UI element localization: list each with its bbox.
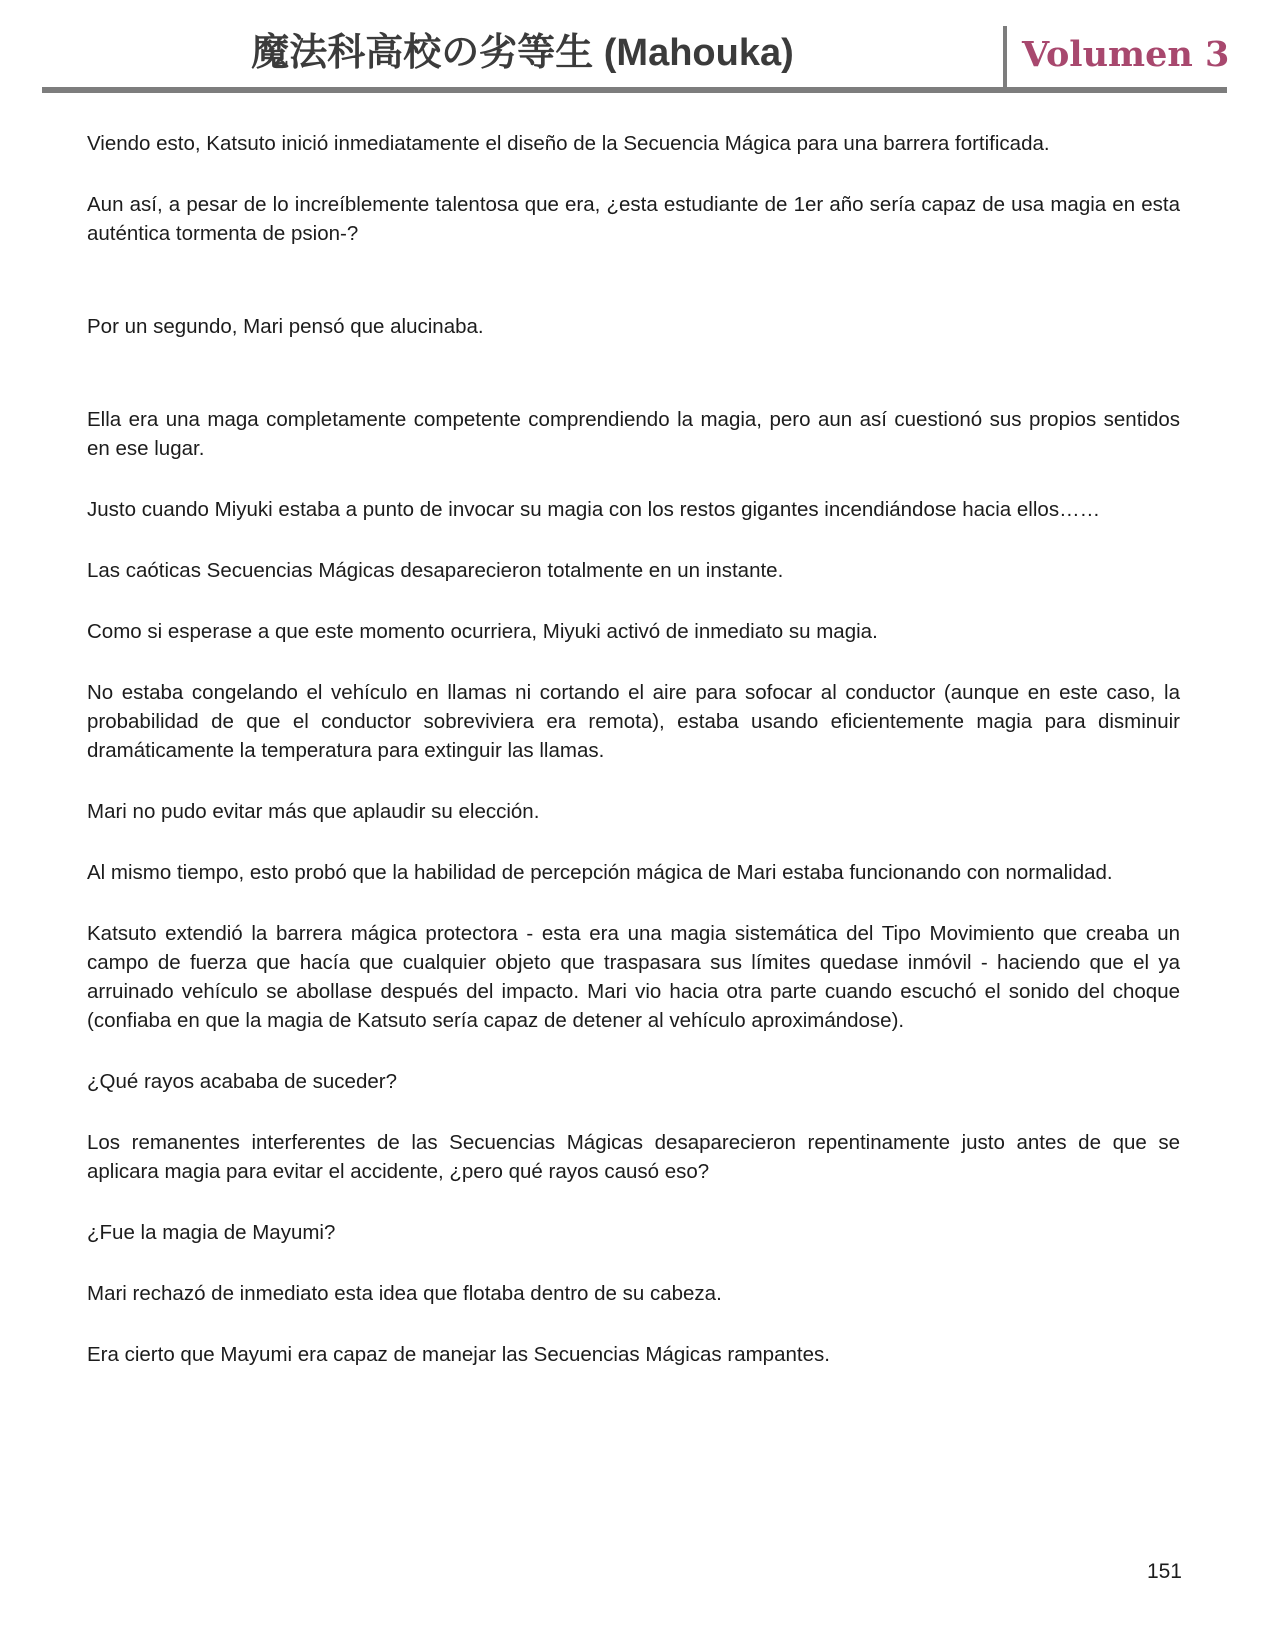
paragraph: Aun así, a pesar de lo increíblemente talentosa que era, ¿esta estudiante de 1er año sería capaz de usa magia en esta auténtica tormenta de psion-? bbox=[87, 193, 1180, 245]
paragraph: Justo cuando Miyuki estaba a punto de invocar su magia con los restos gigantes incendiándose hacia ellos…… bbox=[87, 498, 1101, 521]
paragraph: No estaba congelando el vehículo en llamas ni cortando el aire para sofocar al conductor (aunque en este caso, la probabilidad de que el conductor sobreviviera era remota), estaba usando eficientemente magia para disminuir dramáticamente la temperatura para extinguir las llamas. bbox=[87, 681, 1180, 762]
paragraph: Al mismo tiempo, esto probó que la habilidad de percepción mágica de Mari estaba funcionando con normalidad. bbox=[87, 861, 1113, 884]
paragraph: ¿Qué rayos acababa de suceder? bbox=[87, 1070, 397, 1093]
paragraph: Katsuto extendió la barrera mágica protectora - esta era una magia sistemática del Tipo Movimiento que creaba un campo de fuerza que hacía que cualquier objeto que traspasara sus límites quedase inmóvil - haciendo que el ya arruinado vehículo se abollase después del impacto. Mari vio hacia otra parte cuando escuchó el sonido del choque (confiaba en que la magia de Katsuto sería capaz de detener al vehículo aproximándose). bbox=[87, 922, 1180, 1032]
paragraph: Por un segundo, Mari pensó que alucinaba. bbox=[87, 315, 484, 338]
paragraph: Mari no pudo evitar más que aplaudir su elección. bbox=[87, 800, 540, 823]
paragraph: Como si esperase a que este momento ocurriera, Miyuki activó de inmediato su magia. bbox=[87, 620, 878, 643]
paragraph: Ella era una maga completamente competente comprendiendo la magia, pero aun así cuestionó sus propios sentidos en ese lugar. bbox=[87, 408, 1180, 460]
header-vertical-divider bbox=[1003, 26, 1007, 87]
page-number: 151 bbox=[1146, 1560, 1182, 1583]
paragraph: Viendo esto, Katsuto inició inmediatamente el diseño de la Secuencia Mágica para una barrera fortificada. bbox=[87, 132, 1050, 155]
paragraph: Los remanentes interferentes de las Secuencias Mágicas desaparecieron repentinamente justo antes de que se aplicara magia para evitar el accidente, ¿pero qué rayos causó eso? bbox=[87, 1131, 1180, 1183]
paragraph: Mari rechazó de inmediato esta idea que flotaba dentro de su cabeza. bbox=[87, 1282, 722, 1305]
page-title: 魔法科高校の劣等生 (Mahouka) bbox=[251, 32, 794, 74]
page-header bbox=[42, 0, 1230, 93]
paragraph: ¿Fue la magia de Mayumi? bbox=[87, 1221, 336, 1244]
paragraph: Era cierto que Mayumi era capaz de manejar las Secuencias Mágicas rampantes. bbox=[87, 1343, 830, 1366]
body-text bbox=[87, 129, 1180, 1369]
volume-label: Volumen 3 bbox=[1022, 34, 1230, 75]
paragraph: Las caóticas Secuencias Mágicas desaparecieron totalmente en un instante. bbox=[87, 559, 784, 582]
